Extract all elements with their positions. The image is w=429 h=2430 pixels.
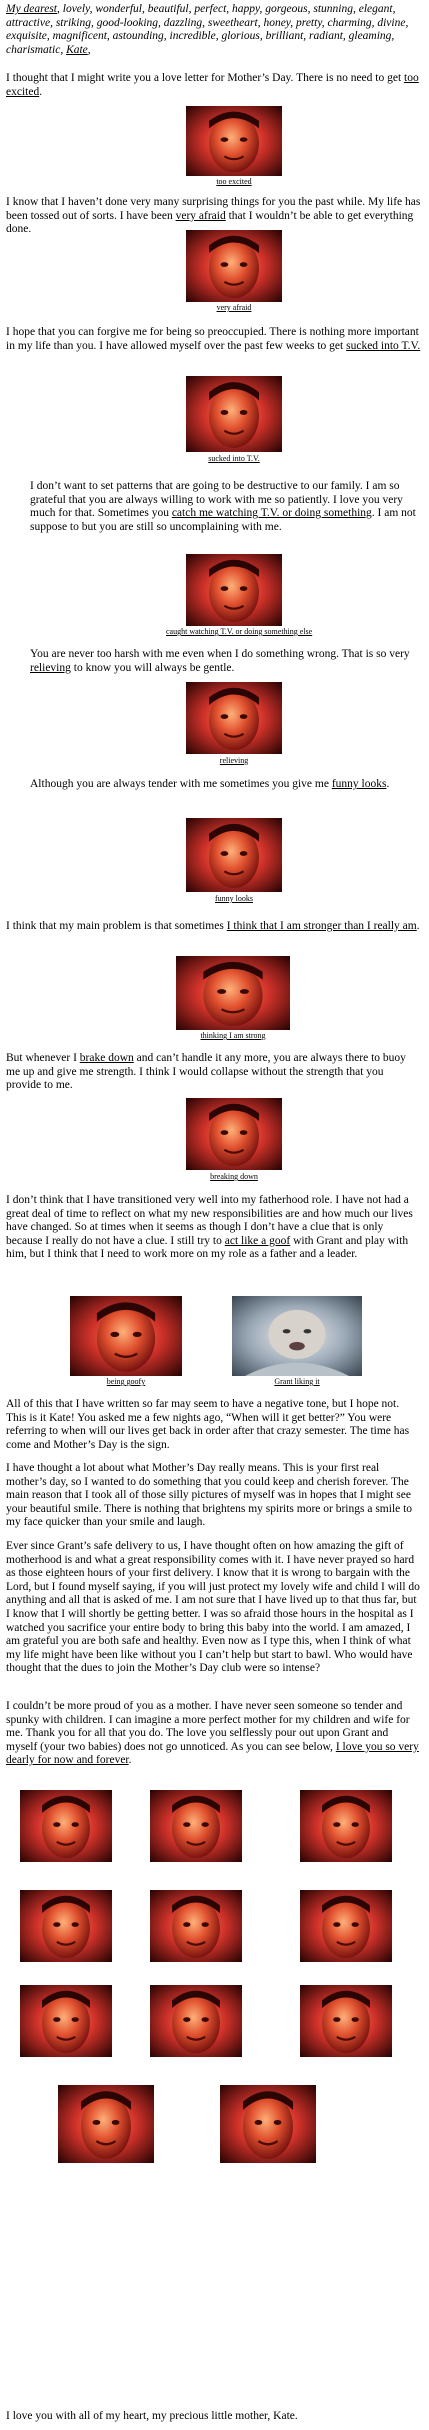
paragraph-3: I hope that you can forgive me for being so preoccupied. There is nothing more important in my life than you. I have allowed myself over the past few weeks to get sucked into T.V. — [6, 326, 421, 352]
gallery-photo — [220, 2085, 316, 2163]
link-act-like-a-goof[interactable]: act like a goof — [224, 1234, 291, 1247]
photo-caught-watching-tv — [186, 554, 282, 626]
paragraph-6: Although you are always tender with me sometimes you give me funny looks. — [30, 778, 390, 790]
paragraph-1: I thought that I might write you a love letter for Mother’s Day. There is no need to get too excited. — [6, 72, 419, 98]
link-funny-looks[interactable]: funny looks — [331, 778, 387, 790]
paragraph-9: I don’t think that I have transitioned very well into my fatherhood role. I have not had a great deal of time to reflect on what my new responsibilities are and how much our lives have changed. So at times when it seems as though I don’t have a clue that is only because I really do not have a clue. I still try to act like a goof with Grant and play with him, but I think that I need to work more on my role as a father and a leader. — [6, 1194, 413, 1261]
caption-sucked-into-tv: sucked into T.V. — [208, 454, 260, 463]
photo-very-afraid — [186, 230, 282, 302]
photo-grant-liking-it — [232, 1296, 362, 1376]
photo-thinking-strong — [176, 956, 290, 1030]
link-stronger[interactable]: I think that I am stronger than I really am — [226, 920, 417, 932]
caption-grant-liking-it: Grant liking it — [274, 1377, 320, 1386]
gallery-photo — [58, 2085, 154, 2163]
caption-thinking-strong: thinking I am strong — [200, 1031, 266, 1040]
gallery-photo — [300, 1985, 392, 2057]
caption-too-excited: too excited — [216, 177, 252, 186]
caption-relieving: relieving — [219, 756, 249, 765]
photo-being-goofy — [70, 1296, 182, 1376]
closing-line: I love you with all of my heart, my precious little mother, Kate. — [6, 2410, 298, 2422]
caption-funny-looks: funny looks — [215, 894, 253, 903]
greeting-name: Kate — [66, 43, 88, 56]
paragraph-4: I don’t want to set patterns that are going to be destructive to our family. I am so grateful that you are always willing to work with me so patiently. I love you very much for that. Sometimes you catch me watching T.V. or doing something. I am not suppose to but you are still so uncomplaining with me. — [30, 480, 416, 533]
greeting: My dearest, lovely, wonderful, beautiful, perfect, happy, gorgeous, stunning, elegant, attractive, striking, good-looking, dazzling, sweetheart, honey, pretty, charming, divine, exquisite, magnificent, astounding, incredible, glorious, brilliant, radiant, gleaming, charismatic, Kate, — [6, 3, 409, 56]
link-sucked-into-tv[interactable]: sucked into T.V. — [346, 339, 421, 352]
photo-too-excited — [186, 106, 282, 176]
gallery-photo — [20, 1890, 112, 1962]
gallery-photo — [20, 1790, 112, 1862]
greeting-salutation: My dearest — [6, 3, 57, 15]
link-very-afraid[interactable]: very afraid — [175, 209, 226, 222]
greeting-adjectives: lovely, wonderful, beautiful, perfect, happy, gorgeous, stunning, elegant, attractive, striking, good-looking, dazzling, sweetheart, honey, pretty, charming, divine, exquisite, magnificent, astounding, incredible, glorious, brilliant, radiant, gleaming, charismatic — [6, 3, 409, 56]
paragraph-13: I couldn’t be more proud of you as a mother. I have never seen someone so tender and spunky with children. I can imagine a more perfect mother for my children and wife for me. Thank you for all that you do. The love you selflessly pour out upon Grant and myself (your two babies) does not go unnoticed. As you can see below, I love you so very dearly for now and forever. — [6, 1700, 419, 1767]
gallery-photo — [150, 1790, 242, 1862]
gallery-photo — [20, 1985, 112, 2057]
photo-funny-looks — [186, 818, 282, 892]
paragraph-12: Ever since Grant’s safe delivery to us, I have thought often on how amazing the gift of motherhood is and what a great responsibility comes with it. I have never prayed so hard as those eighteen hours of your first delivery. I know that it is wrong to bargain with the Lord, but I found myself saying, if you will just protect my lovely wife and child I will do anything and all that is asked of me. I am not sure that I have lived up to that thus far, but I know that I will shortly be getting better. I was so afraid those hours in the hospital as I watched you sacrifice your entire body to bring this baby into the world. I am amazed, I am grateful you are both safe and healthy. Even now as I type this, when I think of what my life might have been like without you I can’t help but start to bawl. Who would have thought that the dues to join the Mother’s Day club were so intense? — [6, 1540, 420, 1675]
photo-relieving — [186, 682, 282, 754]
gallery-photo — [150, 1890, 242, 1962]
link-catch-me[interactable]: catch me watching T.V. or doing something — [171, 507, 372, 520]
link-love-you-dearly[interactable]: I love you so very dearly for now and forever — [6, 1740, 419, 1767]
caption-caught-watching-tv: caught watching T.V. or doing something else — [166, 627, 313, 636]
gallery-photo — [300, 1790, 392, 1862]
paragraph-5: You are never too harsh with me even when I do something wrong. That is so very relieving to know you will always be gentle. — [30, 648, 410, 674]
photo-sucked-into-tv — [186, 376, 282, 452]
paragraph-7: I think that my main problem is that sometimes I think that I am stronger than I really am. — [6, 920, 420, 932]
paragraph-11: I have thought a lot about what Mother’s Day really means. This is your first real mother’s day, so I wanted to do something that you could keep and cherish forever. The main reason that I took all of those silly pictures of myself was in hopes that I might see your beautiful smile. There is nothing that brightens my spirits more or brings a smile to my face quicker than your smile and laugh. — [6, 1462, 413, 1529]
link-brake-down[interactable]: brake down — [79, 1052, 134, 1064]
caption-being-goofy: being goofy — [106, 1377, 146, 1386]
paragraph-8: But whenever I brake down and can’t handle it any more, you are always there to buoy me up and give me strength. I think I would collapse without the strength that you provide to me. — [6, 1052, 406, 1092]
paragraph-10: All of this that I have written so far may seem to have a negative tone, but I hope not. This is it Kate! You asked me a few nights ago, “When will it get better?” You were referring to when will our lives get back in order after that crazy semester. The time has come and Mother’s Day is the sign. — [6, 1398, 410, 1451]
link-too-excited[interactable]: too excited — [6, 72, 419, 98]
gallery-photo — [150, 1985, 242, 2057]
caption-very-afraid: very afraid — [216, 303, 252, 312]
paragraph-2: I know that I haven’t done very many surprising things for you the past while. My life has been tossed out of sorts. I have been very afraid that I wouldn’t be able to get everything done. — [6, 196, 421, 236]
caption-breaking-down: breaking down — [210, 1172, 258, 1181]
gallery-photo — [300, 1890, 392, 1962]
link-relieving[interactable]: relieving — [30, 661, 71, 674]
photo-breaking-down — [186, 1098, 282, 1170]
